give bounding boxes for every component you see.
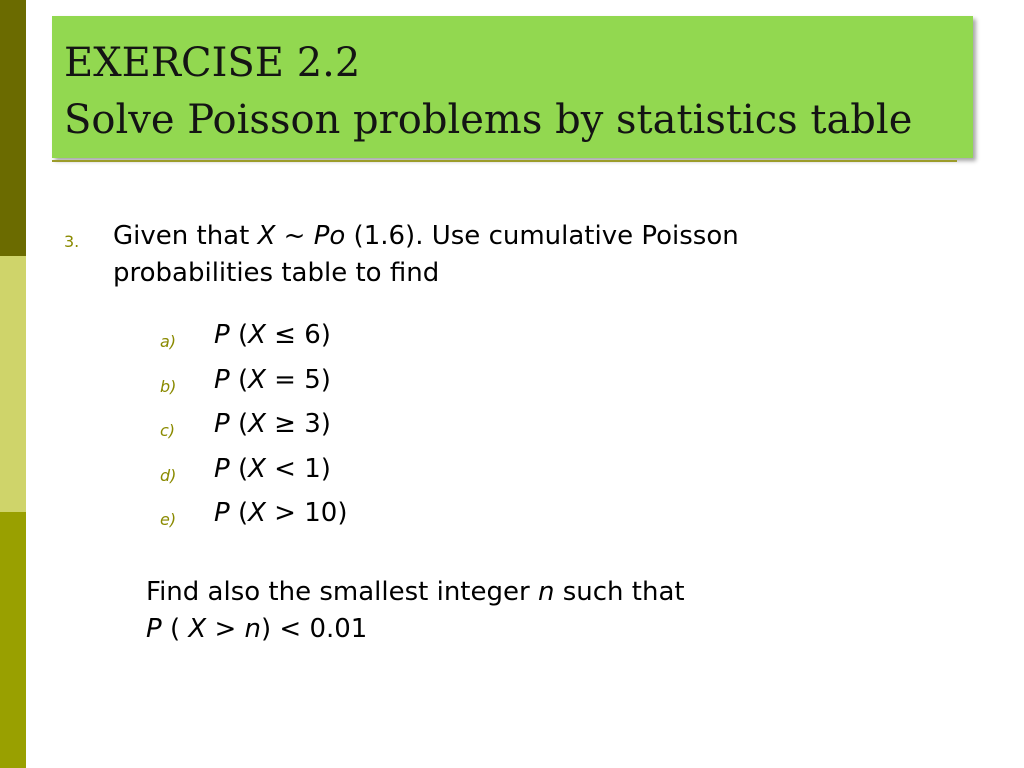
probability-expression [214, 454, 331, 484]
problem-dist: Po [313, 221, 346, 251]
list-marker: d) [160, 465, 177, 485]
prob-symbol: P [214, 364, 230, 395]
prob-symbol: P [214, 320, 230, 350]
side-bar-top [0, 0, 26, 256]
paren-open: ( [229, 320, 249, 350]
slide-subtitle: Solve Poisson problems by statistics table [64, 97, 913, 143]
list-marker: e) [160, 510, 177, 529]
list-marker: c) [160, 421, 176, 440]
condition: ≥ 3) [265, 409, 331, 439]
paren-open: ( [229, 409, 249, 439]
list-marker: a) [160, 332, 177, 351]
problem-text [113, 218, 933, 292]
prob-symbol: P [214, 409, 230, 439]
var-x: X [248, 320, 266, 350]
problem-number: 3. [64, 232, 80, 251]
var-x: X [248, 453, 266, 484]
problem-tilde: ~ [275, 221, 314, 251]
paren-open: ( [229, 498, 249, 528]
problem-text-line2: probabilities table to find [113, 258, 440, 288]
var-n: n [244, 614, 261, 644]
problem-text-pre: Given that [113, 221, 258, 251]
var-x: X [248, 498, 266, 528]
slide-title: EXERCISE 2.2 [64, 40, 361, 86]
prob-symbol: P [146, 614, 162, 644]
paren-open: ( [229, 453, 249, 484]
side-bar-bottom [0, 512, 26, 768]
title-divider [52, 160, 957, 162]
extra-text-pre: Find also the smallest integer [146, 577, 538, 607]
probability-expression [214, 498, 347, 528]
prob-symbol: P [214, 453, 230, 484]
problem-var-x: X [257, 221, 276, 251]
condition: > 10) [265, 498, 348, 528]
paren-open: ( [161, 614, 189, 644]
list-marker: b) [160, 376, 177, 396]
extra-question [146, 574, 685, 648]
condition: = 5) [265, 364, 331, 395]
threshold: ) < 0.01 [261, 614, 368, 644]
probability-expression [214, 409, 331, 439]
extra-text-post: such that [554, 577, 685, 607]
prob-symbol: P [214, 498, 230, 528]
var-x: X [188, 614, 207, 644]
probability-expression [214, 320, 331, 350]
title-box [52, 16, 973, 158]
side-bar-middle [0, 256, 26, 512]
paren-open: ( [229, 364, 249, 395]
condition: ≤ 6) [265, 320, 331, 350]
probability-expression [214, 365, 331, 395]
condition: < 1) [265, 453, 331, 484]
var-x: X [248, 409, 266, 439]
greater-than: > [206, 614, 245, 644]
var-x: X [248, 364, 266, 395]
var-n: n [537, 577, 555, 607]
problem-text-post: (1.6). Use cumulative Poisson [345, 221, 739, 251]
